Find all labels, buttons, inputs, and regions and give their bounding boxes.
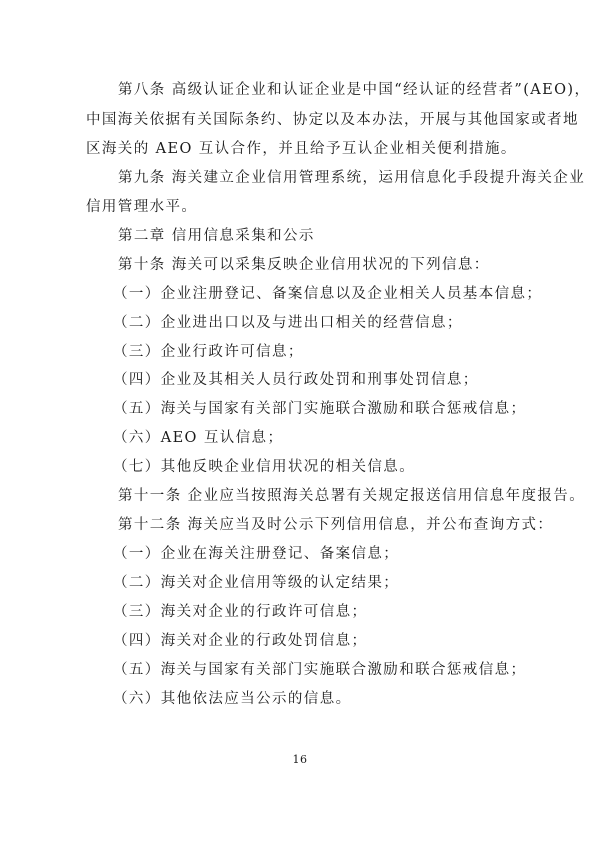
list-item: （四）企业及其相关人员行政处罚和刑事处罚信息； xyxy=(113,372,479,388)
text-line: 中国海关依据有关国际条约、协定以及本办法，开展与其他国家或者地 xyxy=(86,112,579,128)
text-line: 第九条 海关建立企业信用管理系统，运用信息化手段提升海关企业 xyxy=(118,170,586,186)
list-item: （一）企业在海关注册登记、备案信息； xyxy=(113,546,400,562)
list-item: （七）其他反映企业信用状况的相关信息。 xyxy=(113,459,416,475)
text-line: 第十一条 企业应当按照海关总署有关规定报送信用信息年度报告。 xyxy=(118,488,586,504)
text-line: 第八条 高级认证企业和认证企业是中国“经认证的经营者”(AEO)， xyxy=(118,82,591,98)
text-line: 信用管理水平。 xyxy=(86,199,198,215)
list-item: （五）海关与国家有关部门实施联合激励和联合惩戒信息； xyxy=(113,662,527,678)
list-item: （三）企业行政许可信息； xyxy=(113,344,304,360)
list-item: （二）企业进出口以及与进出口相关的经营信息； xyxy=(113,315,463,331)
list-item: （六）其他依法应当公示的信息。 xyxy=(113,691,352,707)
list-item: （六）AEO 互认信息； xyxy=(113,430,284,446)
text-line: 第十条 海关可以采集反映企业信用状况的下列信息： xyxy=(118,257,490,273)
chapter-heading: 第二章 信用信息采集和公示 xyxy=(118,228,315,244)
list-item: （一）企业注册登记、备案信息以及企业相关人员基本信息； xyxy=(113,286,543,302)
list-item: （五）海关与国家有关部门实施联合激励和联合惩戒信息； xyxy=(113,401,527,417)
text-line: 区海关的 AEO 互认合作，并且给予互认企业相关便利措施。 xyxy=(86,141,517,157)
list-item: （三）海关对企业的行政许可信息； xyxy=(113,604,368,620)
list-item: （四）海关对企业的行政处罚信息； xyxy=(113,633,368,649)
text-line: 第十二条 海关应当及时公示下列信用信息，并公布查询方式： xyxy=(118,517,554,533)
page-number: 16 xyxy=(292,753,308,766)
list-item: （二）海关对企业信用等级的认定结果； xyxy=(113,575,400,591)
